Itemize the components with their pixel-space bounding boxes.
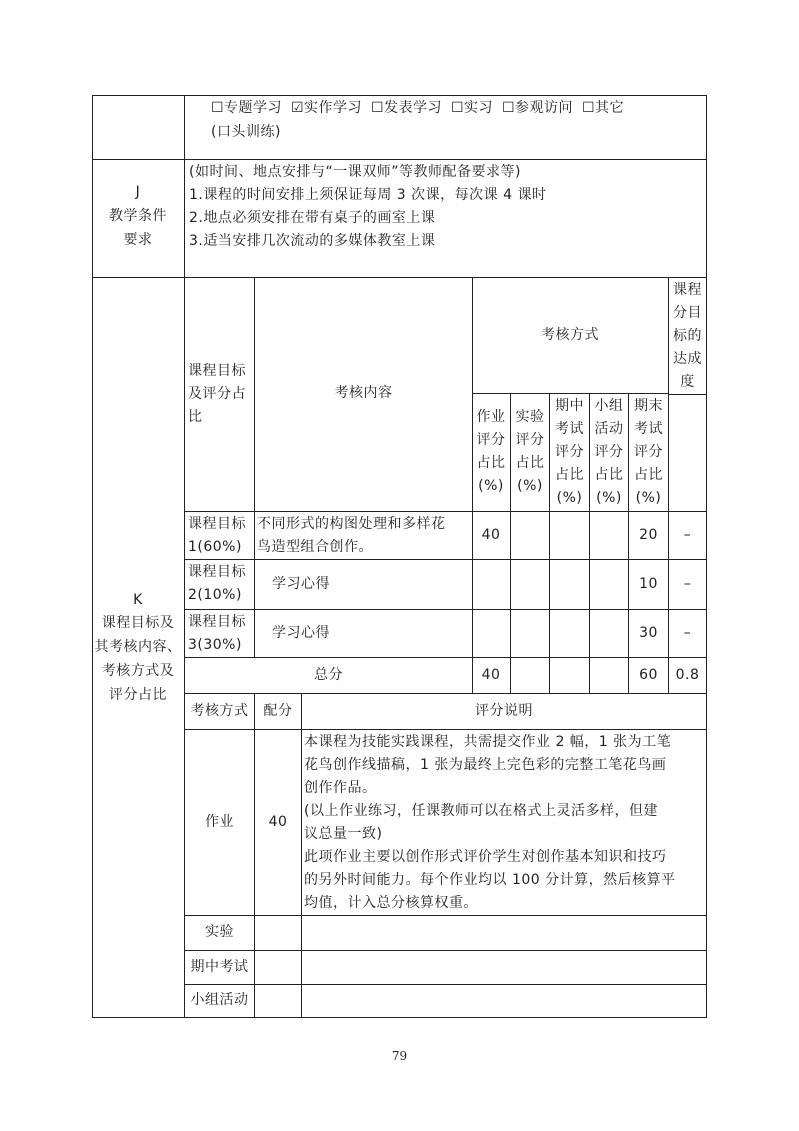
rule xyxy=(184,915,707,916)
col-head-experiment: (%) xyxy=(517,478,543,494)
t2-homework-desc-line: (以上作业练习，任课教师可以在格式上灵活多样，但建 xyxy=(304,803,658,819)
col-head-content: 考核内容 xyxy=(334,385,393,401)
row2-final: 10 xyxy=(639,576,658,592)
row2-goal: 课程目标 xyxy=(188,564,246,580)
row1-goal: 课程目标 xyxy=(188,516,246,532)
row1-final: 20 xyxy=(639,527,658,543)
section-j-content-line: (如时间、地点安排与“一课双师”等教师配备要求等) xyxy=(189,164,521,180)
col-head-experiment: 评分 xyxy=(515,432,545,448)
section-j-content-line: 3.适当安排几次流动的多媒体教室上课 xyxy=(189,233,436,249)
row1-content: 不同形式的构图处理和多样花 xyxy=(257,516,446,532)
col-head-achievement: 度 xyxy=(680,374,695,390)
total-final: 60 xyxy=(639,667,658,683)
t2-midterm-label: 期中考试 xyxy=(190,959,249,975)
t2-homework-desc-line: 此项作业主要以创作形式评价学生对创作基本知识和技巧 xyxy=(304,849,667,865)
total-label: 总分 xyxy=(314,667,343,683)
t2-homework-desc-line: 均值，计入总分核算权重。 xyxy=(304,895,478,911)
col-head-methods: 考核方式 xyxy=(541,327,599,343)
rule xyxy=(254,693,255,1018)
rule xyxy=(184,95,185,1018)
section-k-title: 考核方式及 xyxy=(101,663,175,679)
rule xyxy=(668,394,707,395)
section-j-title: 教学条件 xyxy=(109,208,167,224)
col-head-final: 考试 xyxy=(634,421,663,437)
t2-homework-label: 作业 xyxy=(205,814,234,830)
col-head-midterm: (%) xyxy=(556,490,583,506)
rule xyxy=(184,950,707,951)
row3-goal: 课程目标 xyxy=(188,614,246,630)
col-head-group: (%) xyxy=(596,490,622,506)
rule xyxy=(301,693,302,1018)
col-head-experiment: 实验 xyxy=(515,409,545,425)
col-head-final: (%) xyxy=(635,490,662,506)
row1-goal: 1(60%) xyxy=(188,539,242,555)
col-head-goal: 课程目标 xyxy=(188,363,246,379)
row3-goal: 3(30%) xyxy=(188,637,242,653)
rule xyxy=(706,95,707,1018)
row1-homework: 40 xyxy=(481,527,501,543)
t2-homework-desc-line: 创作作品。 xyxy=(304,780,377,796)
total-homework: 40 xyxy=(481,667,501,683)
col-head-achievement: 标的 xyxy=(673,328,702,344)
col-head-midterm: 考试 xyxy=(555,421,584,437)
section-k-title: 课程目标及 xyxy=(101,615,175,631)
page-number: 79 xyxy=(391,1049,408,1063)
t2-homework-desc-line: 议总量一致) xyxy=(304,826,383,842)
section-k-letter: K xyxy=(133,592,143,608)
section-j-letter: J xyxy=(135,184,141,200)
col-head-group: 小组 xyxy=(594,398,624,414)
row1-content: 鸟造型组合创作。 xyxy=(257,539,373,555)
row2-achievement: – xyxy=(683,576,692,592)
t2-homework-desc-line: 的另外时间能力。每个作业均以 100 分计算，然后核算平 xyxy=(304,872,676,888)
col-head-final: 期末 xyxy=(634,398,663,414)
t2-homework-score: 40 xyxy=(268,814,288,830)
col-head-group: 活动 xyxy=(594,421,624,437)
col-head-group: 占比 xyxy=(594,467,624,483)
row3-achievement: – xyxy=(683,625,692,641)
col-head-achievement: 分目 xyxy=(673,305,702,321)
rule xyxy=(184,984,707,985)
rule xyxy=(184,729,707,730)
total-achievement: 0.8 xyxy=(675,667,700,683)
t2-head-method: 考核方式 xyxy=(190,703,249,719)
t2-homework-desc-line: 花鸟创作线描稿，1 张为最终上完色彩的完整工笔花鸟画 xyxy=(304,757,667,773)
col-head-achievement: 达成 xyxy=(673,351,702,367)
teaching-methods-checkboxes: ☐专题学习 ☑实作学习 ☐发表学习 ☐实习 ☐参观访问 ☐其它 xyxy=(211,100,625,116)
t2-head-score: 配分 xyxy=(263,703,293,719)
col-head-midterm: 评分 xyxy=(555,444,584,460)
section-k-title: 评分占比 xyxy=(109,687,167,703)
section-j-content-line: 1.课程的时间安排上须保证每周 3 次课，每次课 4 课时 xyxy=(189,187,547,203)
col-head-homework: 作业 xyxy=(476,409,506,425)
t2-homework-desc-line: 本课程为技能实践课程，共需提交作业 2 幅，1 张为工笔 xyxy=(304,734,672,750)
col-head-experiment: 占比 xyxy=(515,455,545,471)
section-k-title: 其考核内容、 xyxy=(94,639,182,655)
section-j-title: 要求 xyxy=(123,232,153,248)
col-head-homework: 占比 xyxy=(476,455,506,471)
t2-group-label: 小组活动 xyxy=(190,992,249,1008)
t2-head-description: 评分说明 xyxy=(475,703,533,719)
col-head-group: 评分 xyxy=(594,444,624,460)
col-head-goal: 及评分占 xyxy=(188,386,246,402)
teaching-methods-note: (口头训练) xyxy=(211,124,281,140)
col-head-final: 评分 xyxy=(634,444,663,460)
section-j-content-line: 2.地点必须安排在带有桌子的画室上课 xyxy=(189,210,436,226)
col-head-goal: 比 xyxy=(188,409,203,425)
row3-final: 30 xyxy=(639,625,658,641)
col-head-homework: 评分 xyxy=(476,432,506,448)
row2-content: 学习心得 xyxy=(272,576,330,592)
col-head-final: 占比 xyxy=(634,467,663,483)
row1-achievement: – xyxy=(683,527,692,543)
col-head-homework: (%) xyxy=(478,478,504,494)
col-head-midterm: 占比 xyxy=(555,467,584,483)
col-head-midterm: 期中 xyxy=(555,398,584,414)
rule xyxy=(472,393,668,394)
t2-experiment-label: 实验 xyxy=(205,924,234,940)
row2-goal: 2(10%) xyxy=(188,587,242,603)
rule xyxy=(254,277,255,658)
col-head-achievement: 课程 xyxy=(673,282,702,298)
row3-content: 学习心得 xyxy=(272,625,330,641)
